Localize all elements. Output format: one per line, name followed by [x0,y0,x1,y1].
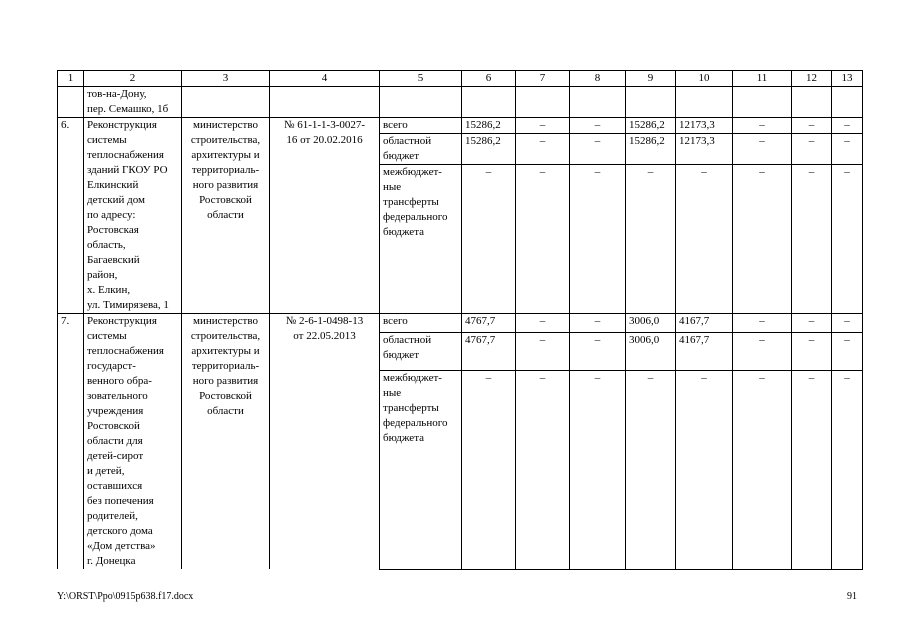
object-name: Реконструкция системы теплоснабжения государст- венного обра- зовательного учреждения Ростовской области для детей-сирот и детей, оставшихся без попечения родителей, детского дома «Дом детства» г. Донецка [84,314,182,570]
value-cell: – [462,165,516,314]
value-cell: – [832,314,863,333]
value-cell: 4767,7 [462,314,516,333]
value-cell: – [676,165,733,314]
value-cell: 3006,0 [626,333,676,370]
value-cell: 15286,2 [462,118,516,134]
value-cell: – [832,134,863,165]
value-cell: – [570,333,626,370]
value-cell: – [733,165,792,314]
header-row [58,71,863,87]
value-cell: – [626,165,676,314]
value-cell: – [733,370,792,569]
document-ref: № 61-1-1-3-0027- 16 от 20.02.2016 [270,118,380,314]
funding-label: областной бюджет [380,333,462,370]
value-cell: 4767,7 [462,333,516,370]
budget-table [57,70,863,570]
object-name-continuation: тов-на-Дону, пер. Семашко, 1б [84,87,182,118]
value-cell: 3006,0 [626,314,676,333]
value-cell: – [570,165,626,314]
funding-label: областной бюджет [380,134,462,165]
object-name: Реконструкция системы теплоснабжения зданий ГКОУ РО Елкинский детский дом по адресу: Ростовская область, Багаевский район, х. Елкин, ул. Тимирязева, 1 [84,118,182,314]
header-cell: 12 [792,71,832,87]
value-cell: – [516,370,570,569]
value-cell: 12173,3 [676,134,733,165]
ministry-name: министерство строительства, архитектуры и территориаль- ного развития Ростовской области [182,118,270,314]
value-cell: – [733,118,792,134]
value-cell: – [733,134,792,165]
continuation-row [58,87,863,118]
value-cell: – [832,165,863,314]
ministry-name: министерство строительства, архитектуры и территориаль- ного развития Ростовской области [182,314,270,570]
row-number: 7. [58,314,84,570]
value-cell: – [570,370,626,569]
value-cell: – [516,165,570,314]
document-ref: № 2-6-1-0498-13 от 22.05.2013 [270,314,380,570]
value-cell: – [792,370,832,569]
value-cell: – [516,134,570,165]
value-cell: 4167,7 [676,314,733,333]
table-row [58,118,863,134]
value-cell: – [792,314,832,333]
value-cell: – [676,370,733,569]
value-cell: – [570,134,626,165]
value-cell: – [516,314,570,333]
page-number: 91 [847,591,857,602]
header-cell: 6 [462,71,516,87]
value-cell: – [832,370,863,569]
header-cell: 11 [733,71,792,87]
value-cell: 15286,2 [626,118,676,134]
value-cell: – [626,370,676,569]
funding-label: всего [380,118,462,134]
header-cell: 4 [270,71,380,87]
value-cell: 15286,2 [462,134,516,165]
header-cell: 3 [182,71,270,87]
value-cell: – [733,314,792,333]
value-cell: – [792,118,832,134]
header-cell: 5 [380,71,462,87]
value-cell: – [570,314,626,333]
header-cell: 8 [570,71,626,87]
header-cell: 1 [58,71,84,87]
value-cell: – [832,118,863,134]
value-cell: – [570,118,626,134]
table-row [58,314,863,333]
value-cell: – [516,333,570,370]
value-cell: – [462,370,516,569]
header-cell: 2 [84,71,182,87]
header-cell: 13 [832,71,863,87]
header-cell: 10 [676,71,733,87]
value-cell: – [832,333,863,370]
value-cell: – [792,333,832,370]
funding-label: межбюджет- ные трансферты федерального бюджета [380,165,462,314]
funding-label: всего [380,314,462,333]
header-cell: 9 [626,71,676,87]
value-cell: 15286,2 [626,134,676,165]
value-cell: – [792,165,832,314]
row-number: 6. [58,118,84,314]
value-cell: – [516,118,570,134]
footer-file-path: Y:\ORST\Ppo\0915p638.f17.docx [57,591,194,602]
funding-label: межбюджет- ные трансферты федерального бюджета [380,370,462,569]
value-cell: 12173,3 [676,118,733,134]
value-cell: 4167,7 [676,333,733,370]
value-cell: – [733,333,792,370]
header-cell: 7 [516,71,570,87]
value-cell: – [792,134,832,165]
